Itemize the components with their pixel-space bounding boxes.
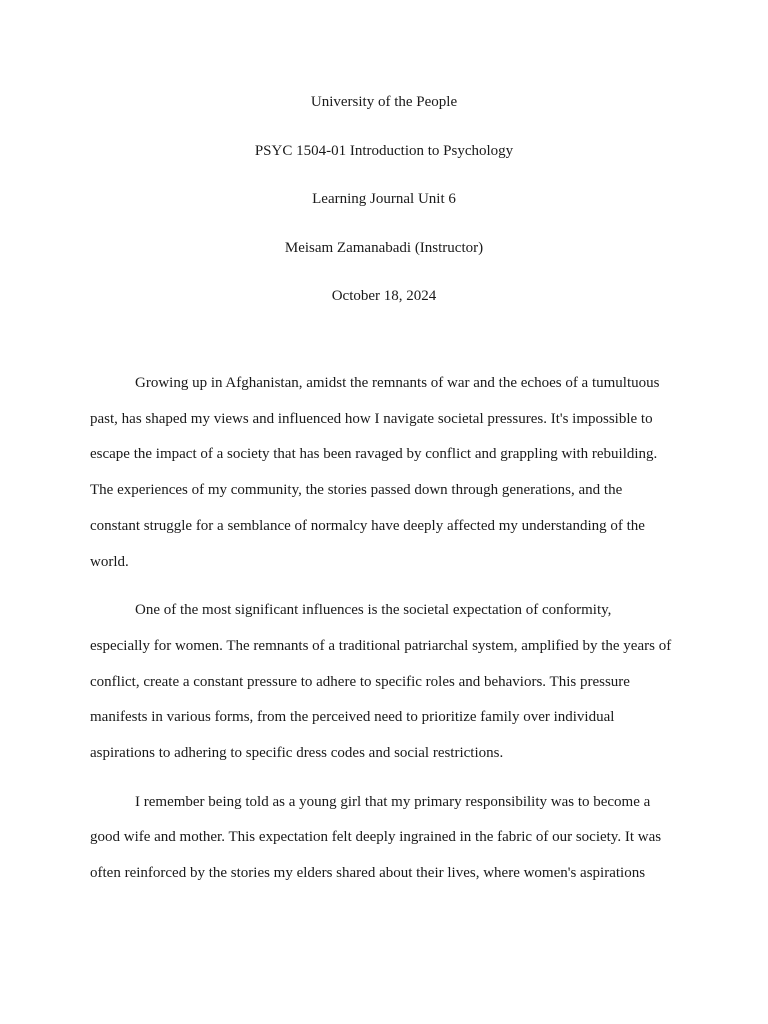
paragraph xyxy=(90,785,680,892)
text-line: good wife and mother. This expectation felt deeply ingrained in the fabric of our society. It was xyxy=(90,829,662,846)
title-block xyxy=(0,92,768,335)
text-line: I remember being told as a young girl that my primary responsibility was to become a xyxy=(135,793,651,810)
text-line: often reinforced by the stories my elders shared about their lives, where women's aspirations xyxy=(90,865,646,882)
text-line: manifests in various forms, from the perceived need to prioritize family over individual xyxy=(90,709,615,726)
paragraph xyxy=(90,593,680,772)
course-title: PSYC 1504-01 Introduction to Psychology xyxy=(254,142,514,159)
text-line: especially for women. The remnants of a traditional patriarchal system, amplified by the years of xyxy=(90,637,672,654)
text-line: Growing up in Afghanistan, amidst the remnants of war and the echoes of a tumultuous xyxy=(135,375,660,391)
text-line: past, has shaped my views and influenced how I navigate societal pressures. It's impossible to xyxy=(90,410,653,427)
text-line: The experiences of my community, the stories passed down through generations, and the xyxy=(90,482,623,499)
institution-name: University of the People xyxy=(310,94,458,110)
text-line: conflict, create a constant pressure to adhere to specific roles and behaviors. This pressure xyxy=(90,673,630,690)
document-date: October 18, 2024 xyxy=(331,288,437,305)
instructor-name: Meisam Zamanabadi (Instructor) xyxy=(284,239,484,256)
text-line: constant struggle for a semblance of normalcy have deeply affected my understanding of the xyxy=(90,517,645,534)
text-line: One of the most significant influences is the societal expectation of conformity, xyxy=(135,602,612,619)
assignment-title: Learning Journal Unit 6 xyxy=(312,191,456,208)
document-body xyxy=(90,366,680,905)
paragraph xyxy=(90,366,680,580)
text-line: escape the impact of a society that has been ravaged by conflict and grappling with rebuilding. xyxy=(90,446,658,463)
text-line: world. xyxy=(90,553,129,570)
text-line: aspirations to adhering to specific dress codes and social restrictions. xyxy=(90,745,504,762)
